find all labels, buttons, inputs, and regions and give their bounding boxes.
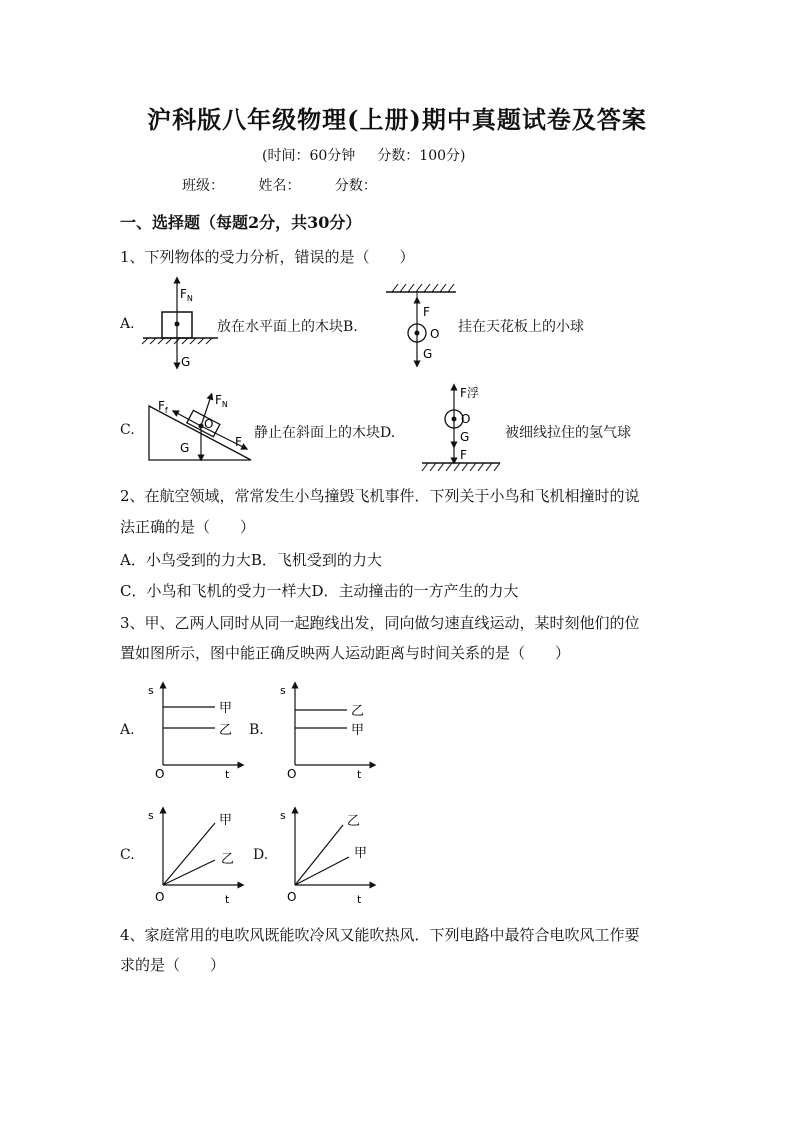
q1-option-a-text: 放在水平面上的木块B. [217, 319, 358, 335]
score-info: 分数：100分) [377, 148, 466, 164]
q1-option-c-text: 静止在斜面上的木块D. [254, 425, 396, 441]
g-label: G [460, 430, 470, 444]
q3-option-d-letter: D. [253, 847, 269, 863]
q1-figure-b [382, 280, 462, 370]
s-label: s [148, 809, 154, 822]
label-top: 乙 [351, 704, 365, 719]
fn-label: $F_N$ [215, 393, 228, 409]
g-label: G [423, 347, 433, 361]
f-label: F [460, 448, 467, 462]
name-label: 姓名： [258, 178, 301, 194]
question-4-stem-line2: 求的是（ ） [120, 956, 226, 974]
q3-graph-c [145, 805, 245, 910]
ff-label: $F_f$ [158, 399, 168, 415]
s-label: s [280, 684, 286, 697]
section-heading: 一、选择题（每题2分，共30分） [120, 213, 362, 232]
time-info: (时间：60分钟 [262, 148, 356, 164]
q1-option-a-letter: A. [120, 316, 135, 332]
label-bottom: 乙 [219, 723, 233, 738]
q1-option-c-letter: C. [120, 422, 135, 438]
label-top: 甲 [219, 813, 233, 828]
line-steep [295, 825, 343, 885]
ground-hatch [422, 463, 500, 471]
line-shallow [163, 860, 215, 885]
score-label: 分数： [334, 178, 377, 194]
q3-option-a-letter: A. [120, 722, 135, 738]
label-top: 乙 [347, 814, 361, 829]
f-label: F [423, 305, 430, 319]
ceiling-hatch [392, 284, 454, 292]
question-2-options-ab: A．小鸟受到的力大B．飞机受到的力大 [120, 551, 382, 569]
g-label: G [181, 355, 191, 369]
o-label: O [204, 417, 214, 431]
t-label: t [225, 893, 230, 906]
q3-graph-b [277, 680, 377, 785]
question-2-stem-line1: 2、在航空领域，常常发生小鸟撞毁飞机事件．下列关于小鸟和飞机相撞时的说 [120, 487, 640, 505]
t-label: t [357, 893, 362, 906]
exam-meta [262, 145, 465, 165]
g-label: G [180, 441, 190, 455]
q3-option-c-letter: C. [120, 847, 135, 863]
fbuoy-label: F浮 [460, 386, 479, 400]
question-4-stem-line1: 4、家庭常用的电吹风既能吹冷风又能吹热风．下列电路中最符合电吹风工作要 [120, 926, 640, 944]
q3-option-b-letter: B. [249, 722, 264, 738]
label-bottom: 乙 [221, 852, 235, 867]
student-info [182, 175, 407, 195]
q3-graph-d [277, 805, 377, 910]
o-label: O [430, 327, 440, 341]
origin-label: O [155, 767, 165, 781]
q1-option-d-text: 被细线拉住的氢气球 [505, 425, 631, 441]
question-1-stem: 1、下列物体的受力分析，错误的是（ ） [120, 248, 415, 266]
label-top: 甲 [219, 701, 233, 716]
q1-figure-c [145, 388, 255, 464]
question-2-stem-line2: 法正确的是（ ） [120, 518, 256, 536]
line-shallow [295, 857, 349, 885]
t-label: t [357, 768, 362, 781]
page-title: 沪科版八年级物理(上册)期中真题试卷及答案 [147, 105, 647, 134]
origin-label: O [287, 890, 297, 904]
question-3-stem-line1: 3、甲、乙两人同时从同一起跑线出发，同向做匀速直线运动，某时刻他们的位 [120, 614, 640, 632]
label-bottom: 甲 [354, 846, 368, 861]
q1-option-b-text: 挂在天花板上的小球 [458, 319, 584, 335]
origin-label: O [287, 767, 297, 781]
q1-figure-d [418, 383, 508, 473]
question-2-options-cd: C．小鸟和飞机的受力一样大D．主动撞击的一方产生的力大 [120, 582, 519, 600]
line-steep [163, 823, 215, 885]
origin-label: O [155, 890, 165, 904]
fn-label: $F_N$ [180, 287, 193, 303]
q3-graph-a [145, 680, 245, 785]
t-label: t [225, 768, 230, 781]
o-label: O [461, 412, 471, 426]
f-label: F [235, 435, 242, 449]
question-3-stem-line2: 置如图所示，图中能正确反映两人运动距离与时间关系的是（ ） [120, 644, 571, 662]
s-label: s [280, 809, 286, 822]
q1-figure-a [140, 272, 220, 372]
label-bottom: 甲 [351, 723, 365, 738]
class-label: 班级： [182, 178, 224, 194]
s-label: s [148, 684, 154, 697]
